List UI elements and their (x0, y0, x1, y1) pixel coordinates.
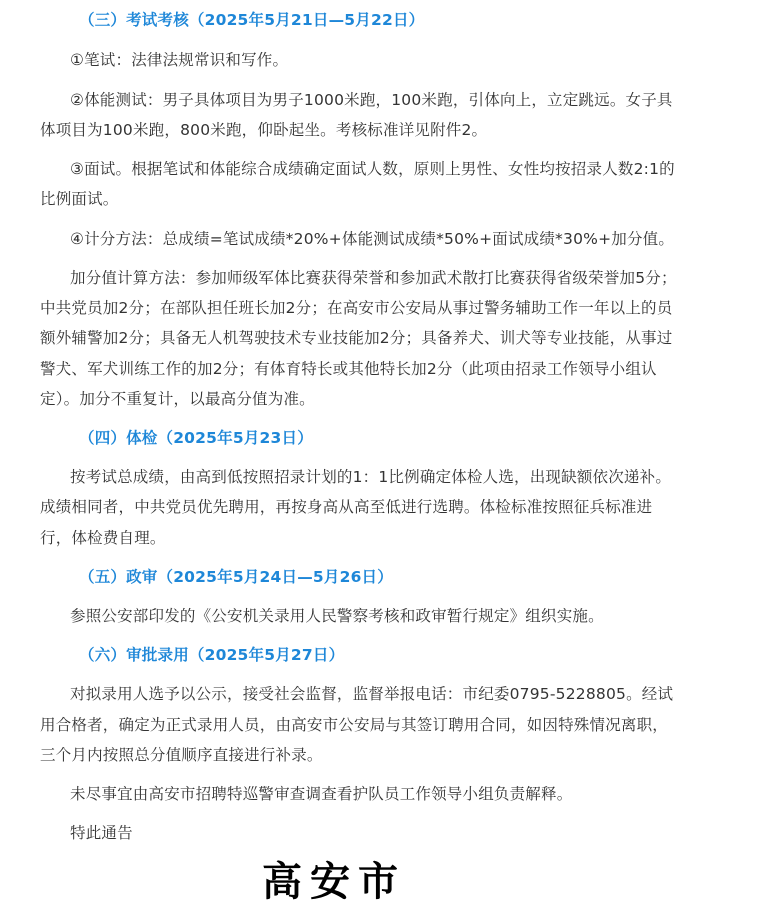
bonus-line-1: 加分值计算方法：参加师级军体比赛获得荣誉和参加武术散打比赛获得省级荣誉加5分； (70, 269, 677, 287)
section-heading-political: （五）政审（2025年5月24日—5月26日） (79, 568, 393, 586)
bonus-line-3: 额外辅警加2分；具备无人机驾驶技术专业技能加2分；具备养犬、训犬等专业技能，从事过 (40, 329, 673, 347)
exam-physical-line-2: 体项目为100米跑，800米跑，仰卧起坐。考核标准详见附件2。 (40, 121, 488, 139)
approval-line-1: 对拟录用人选予以公示，接受社会监督，监督举报电话：市纪委0795-5228805。经试 (70, 685, 674, 703)
exam-interview-line-2: 比例面试。 (40, 190, 119, 208)
bonus-line-5: 定）。加分不重复计，以最高分值为准。 (40, 390, 315, 408)
medical-line-1: 按考试总成绩，由高到低按照招录计划的1：1比例确定体检人选，出现缺额依次递补。 (70, 468, 672, 486)
medical-line-3: 行，体检费自理。 (40, 529, 166, 547)
exam-interview-line-1: ③面试。根据笔试和体能综合成绩确定面试人数，原则上男性、女性均按招录人数2:1的 (70, 160, 675, 178)
next-section-title-cropped: 高安市 (262, 859, 406, 905)
political-line-1: 参照公安部印发的《公安机关录用人民警察考核和政审暂行规定》组织实施。 (70, 607, 604, 625)
sign-off: 特此通告 (70, 824, 133, 842)
section-heading-medical: （四）体检（2025年5月23日） (79, 429, 313, 447)
exam-written-item: ①笔试：法律法规常识和写作。 (70, 51, 289, 69)
bonus-line-2: 中共党员加2分；在部队担任班长加2分；在高安市公安局从事过警务辅助工作一年以上的员 (40, 299, 673, 317)
medical-line-2: 成绩相同者，中共党员优先聘用，再按身高从高至低进行选聘。体检标准按照征兵标准进 (40, 498, 653, 516)
closing-note: 未尽事宜由高安市招聘特巡警审查调查看护队员工作领导小组负责解释。 (70, 785, 573, 803)
approval-line-3: 三个月内按照总分值顺序直接进行补录。 (40, 746, 323, 764)
approval-line-2: 用合格者，确定为正式录用人员，由高安市公安局与其签订聘用合同，如因特殊情况离职， (40, 716, 669, 734)
exam-physical-line-1: ②体能测试：男子具体项目为男子1000米跑，100米跑，引体向上，立定跳远。女子具 (70, 91, 673, 109)
exam-scoring-method: ④计分方法：总成绩=笔试成绩*20%+体能测试成绩*50%+面试成绩*30%+加分值。 (70, 230, 675, 248)
section-heading-exam: （三）考试考核（2025年5月21日—5月22日） (79, 11, 425, 29)
bonus-line-4: 警犬、军犬训练工作的加2分；有体育特长或其他特长加2分（此项由招录工作领导小组认 (40, 360, 657, 378)
section-heading-approval: （六）审批录用（2025年5月27日） (79, 646, 345, 664)
